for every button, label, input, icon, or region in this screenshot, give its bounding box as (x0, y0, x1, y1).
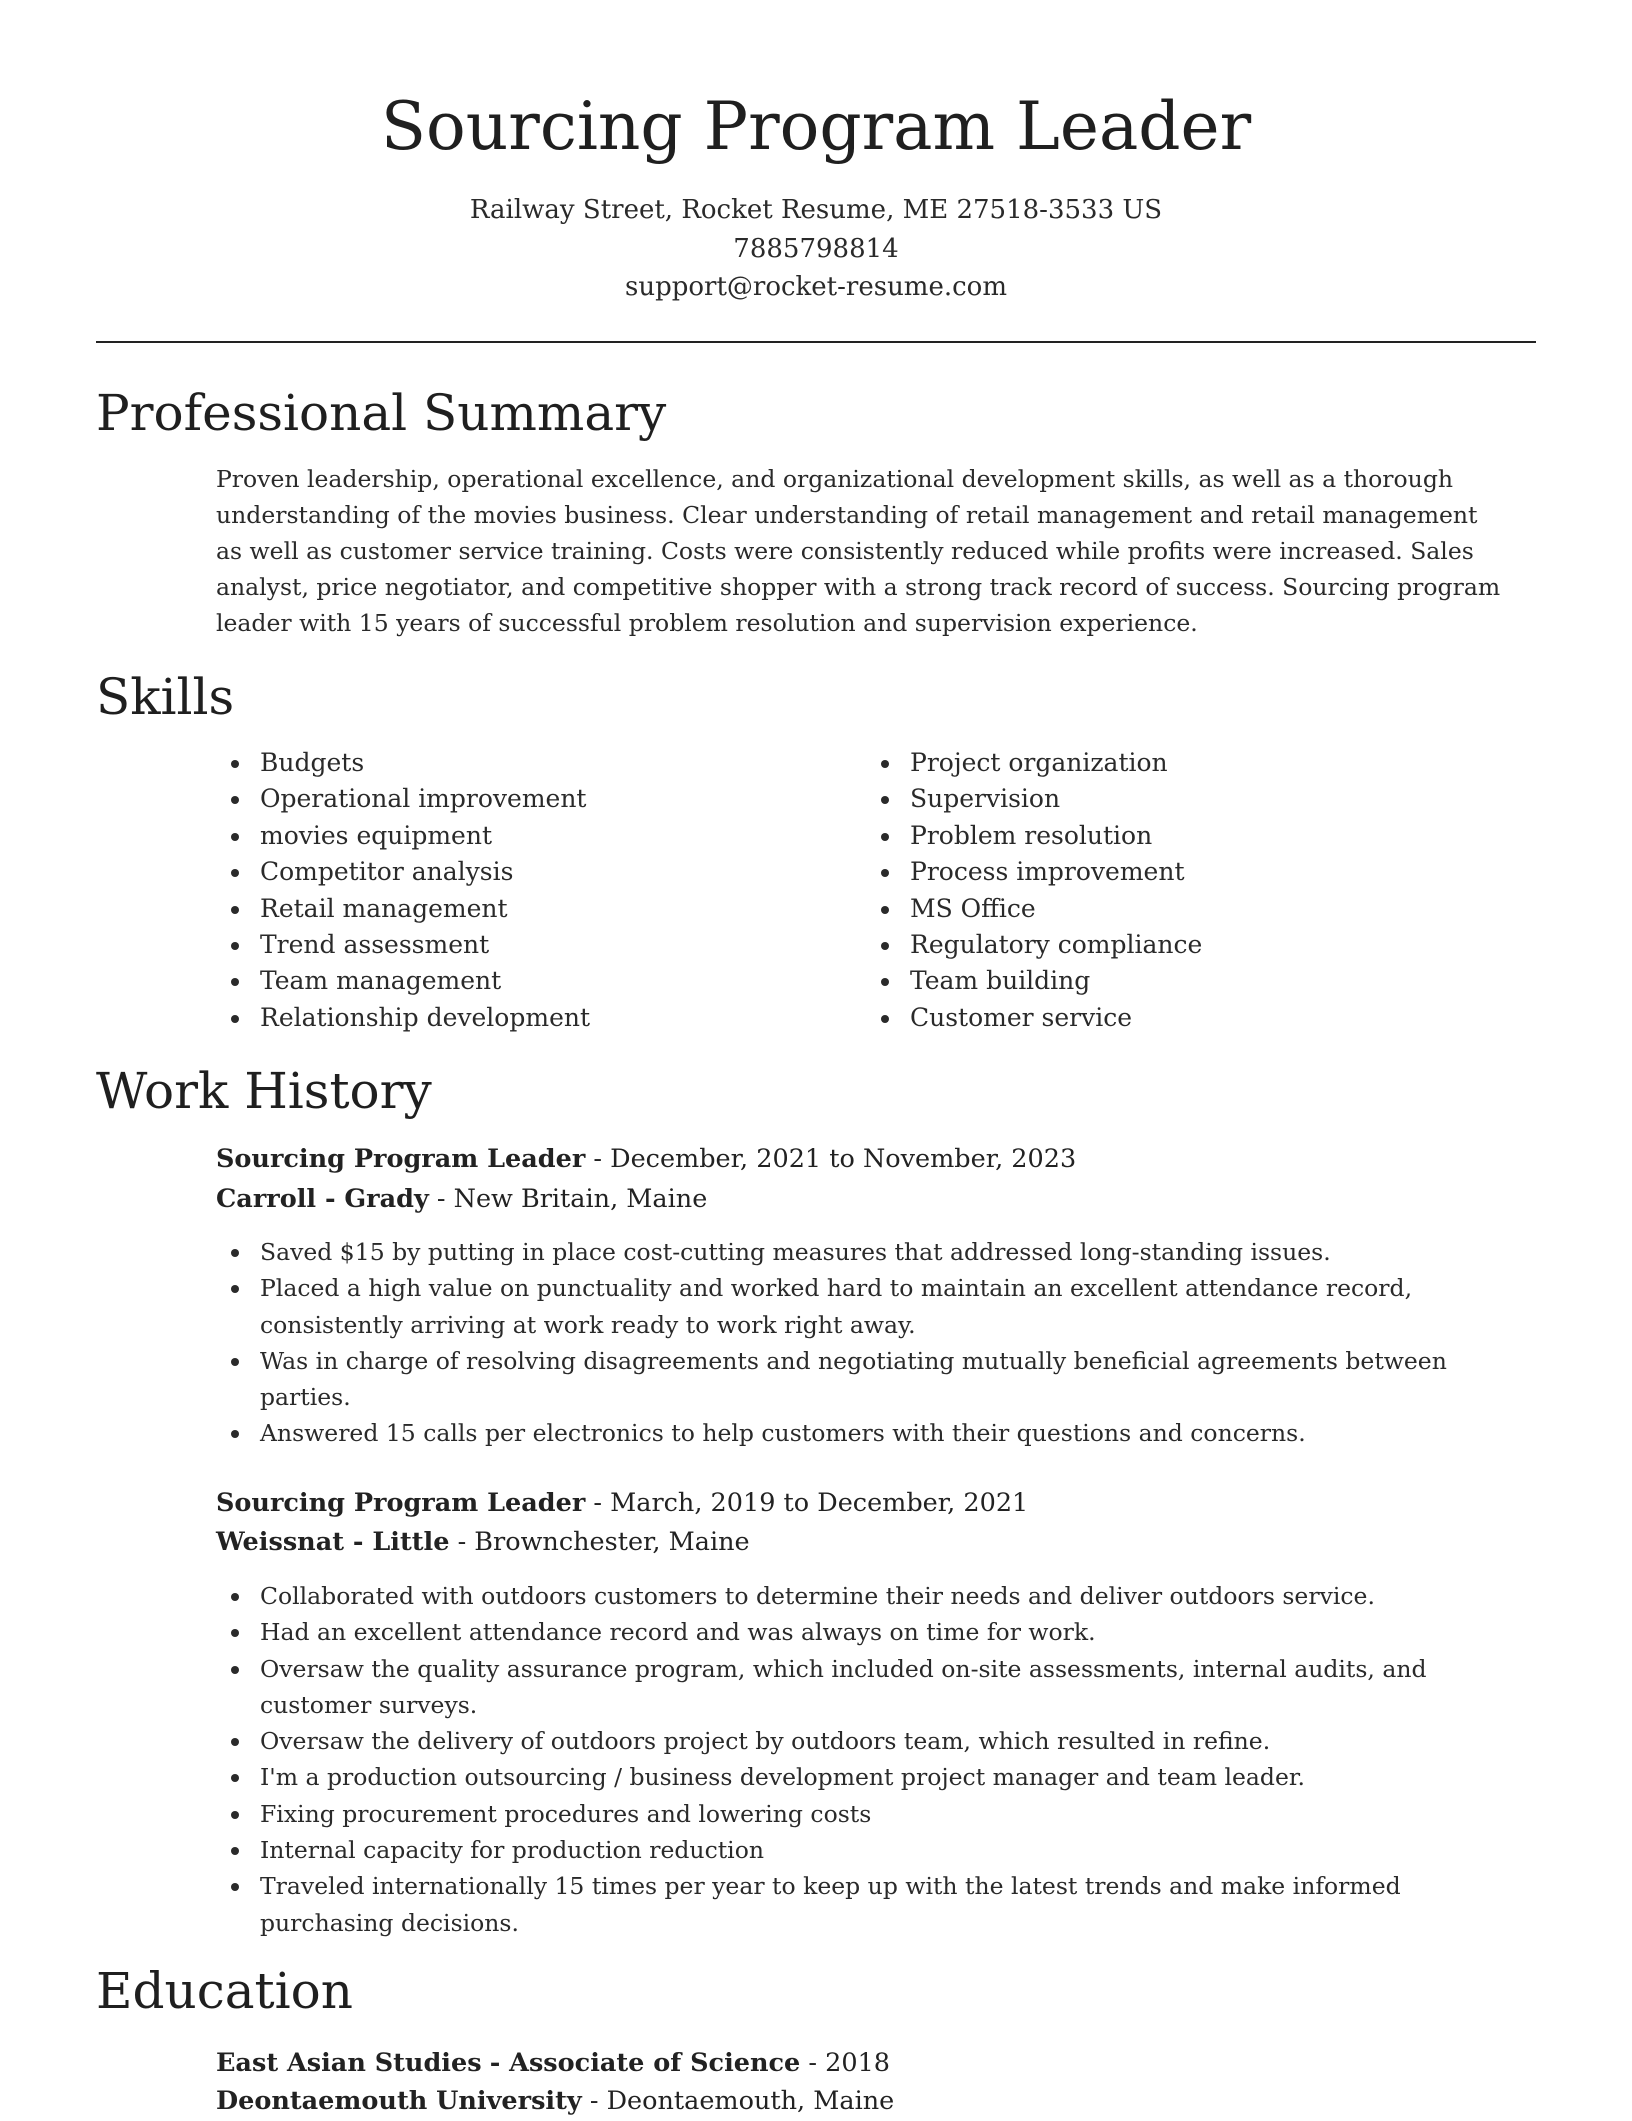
skill-item: Team management (216, 963, 816, 999)
header-divider (96, 341, 1536, 343)
skill-item: Team building (866, 963, 1506, 999)
contact-address: Railway Street, Rocket Resume, ME 27518-3533 US (469, 195, 1163, 225)
job-company-line (216, 1522, 750, 1562)
skill-item: MS Office (866, 891, 1506, 927)
skill-item: Retail management (216, 891, 816, 927)
separator: - (593, 1488, 611, 1518)
job-bullets (216, 1578, 1536, 1941)
education-school-line (216, 2081, 894, 2121)
job-bullet: Oversaw the delivery of outdoors project by outdoors team, which resulted in refine. (216, 1723, 1536, 1759)
separator: - (593, 1144, 611, 1174)
separator: - (457, 1527, 475, 1557)
skill-item: Budgets (216, 745, 816, 781)
skill-item: Project organization (866, 745, 1506, 781)
contact-email: support@rocket-resume.com (624, 272, 1007, 302)
job-dates: March, 2019 to December, 2021 (610, 1488, 1029, 1518)
skills-list-right (866, 745, 1506, 1036)
job-bullet: Was in charge of resolving disagreements and negotiating mutually beneficial agreements between parties. (216, 1343, 1536, 1416)
job-location: Brownchester, Maine (474, 1527, 750, 1557)
job-bullet: Oversaw the quality assurance program, which included on-site assessments, internal audits, and customer surveys. (216, 1651, 1536, 1724)
job-company: Carroll - Grady (216, 1184, 429, 1214)
resume-title: Sourcing Program Leader (380, 88, 1252, 165)
job-bullet: Placed a high value on punctuality and worked hard to maintain an excellent attendance record, consistently arriving at work ready to work right away. (216, 1270, 1536, 1343)
job-title-line (216, 1139, 1076, 1179)
job-bullet: Traveled internationally 15 times per year to keep up with the latest trends and make informed purchasing decisions. (216, 1868, 1536, 1941)
education-field: East Asian Studies (216, 2048, 482, 2078)
separator: - (808, 2048, 826, 2078)
skill-item: Competitor analysis (216, 854, 816, 890)
job-bullet: Internal capacity for production reduction (216, 1832, 1536, 1868)
skill-item: Customer service (866, 1000, 1506, 1036)
education-location: Deontaemouth, Maine (606, 2086, 895, 2116)
separator: - (489, 2048, 510, 2078)
skill-item: Operational improvement (216, 781, 816, 817)
education-degree: Associate of Science (509, 2048, 801, 2078)
summary-heading: Professional Summary (96, 384, 667, 442)
separator: - (436, 1184, 454, 1214)
job-bullet: Fixing procurement procedures and lowering costs (216, 1796, 1536, 1832)
education-year: 2018 (825, 2048, 891, 2078)
education-heading: Education (96, 1962, 353, 2020)
job-title-line (216, 1483, 1028, 1523)
skills-heading: Skills (96, 668, 235, 726)
skill-item: Problem resolution (866, 818, 1506, 854)
job-location: New Britain, Maine (453, 1184, 708, 1214)
skill-item: Regulatory compliance (866, 927, 1506, 963)
job-bullet: I'm a production outsourcing / business development project manager and team leader. (216, 1759, 1536, 1795)
job-bullet: Answered 15 calls per electronics to help customers with their questions and concerns. (216, 1415, 1536, 1451)
skill-item: Process improvement (866, 854, 1506, 890)
work-history-heading: Work History (96, 1062, 432, 1120)
education-degree-line (216, 2043, 890, 2083)
skill-item: Relationship development (216, 1000, 816, 1036)
job-title: Sourcing Program Leader (216, 1488, 586, 1518)
separator: - (589, 2086, 607, 2116)
skill-item: movies equipment (216, 818, 816, 854)
job-bullets (216, 1234, 1536, 1452)
job-company-line (216, 1179, 707, 1219)
job-bullet: Had an excellent attendance record and was always on time for work. (216, 1614, 1536, 1650)
contact-phone: 7885798814 (733, 234, 899, 264)
education-school: Deontaemouth University (216, 2086, 582, 2116)
job-title: Sourcing Program Leader (216, 1144, 586, 1174)
skill-item: Trend assessment (216, 927, 816, 963)
job-bullet: Collaborated with outdoors customers to determine their needs and deliver outdoors service. (216, 1578, 1536, 1614)
job-bullet: Saved $15 by putting in place cost-cutting measures that addressed long-standing issues. (216, 1234, 1536, 1270)
job-company: Weissnat - Little (216, 1527, 450, 1557)
summary-text: Proven leadership, operational excellence, and organizational development skills, as well as a thorough understanding of the movies business. Clear understanding of retail management and retail management as well as customer service training. Costs were consistently reduced while profits were increased. Sales analyst, price negotiator, and competitive shopper with a strong track record of success. Sourcing program leader with 15 years of successful problem resolution and supervision experience. (216, 465, 1501, 637)
job-dates: December, 2021 to November, 2023 (610, 1144, 1077, 1174)
skills-list-left (216, 745, 816, 1036)
skill-item: Supervision (866, 781, 1506, 817)
